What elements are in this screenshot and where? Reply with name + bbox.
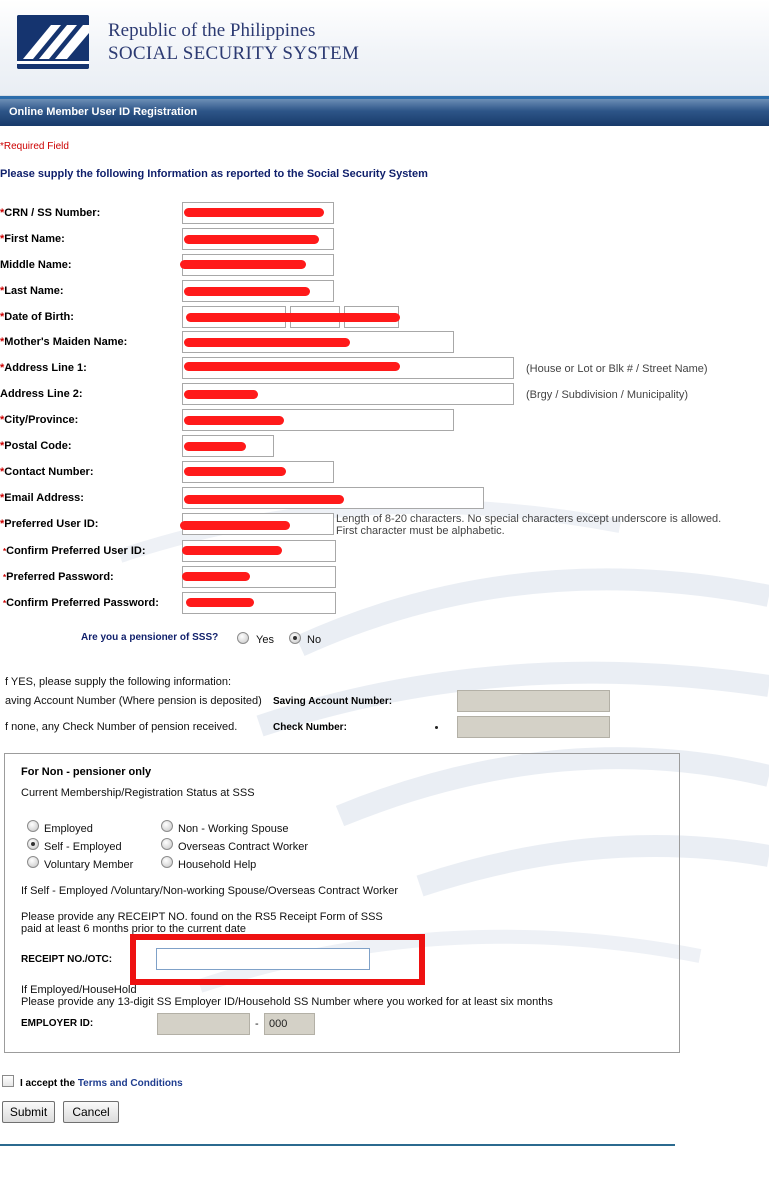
redaction-mark [184, 338, 350, 347]
redaction-mark [180, 260, 306, 269]
address1-hint: (House or Lot or Blk # / Street Name) [526, 363, 708, 375]
redaction-mark [184, 208, 324, 217]
employer-id-separator: - [255, 1018, 259, 1030]
redaction-mark [184, 495, 344, 504]
redaction-mark [184, 362, 400, 371]
sss-logo [17, 15, 89, 69]
terms-checkbox[interactable] [2, 1075, 14, 1087]
middle-name-label: Middle Name: [0, 259, 72, 271]
employed-note: If Employed/HouseHold [21, 984, 137, 996]
footer-divider [0, 1144, 675, 1146]
redaction-mark [186, 598, 254, 607]
terms-prefix: I accept the [20, 1078, 76, 1089]
title-bar [0, 96, 769, 126]
confirm-user-id-label: *Confirm Preferred User ID: [3, 545, 146, 557]
address1-label: *Address Line 1: [0, 362, 87, 374]
redaction-mark [184, 287, 310, 296]
address2-hint: (Brgy / Subdivision / Municipality) [526, 389, 689, 401]
receipt-note-2: paid at least 6 months prior to the current date [21, 923, 247, 935]
redaction-mark [182, 572, 250, 581]
pensioner-no-radio[interactable] [289, 632, 301, 644]
status-household-radio[interactable] [161, 856, 173, 868]
pensioner-no-label: No [307, 634, 322, 646]
status-self-employed-label: Self - Employed [44, 841, 122, 853]
city-label: *City/Province: [0, 414, 79, 426]
membership-status-label: Current Membership/Registration Status at SSS [21, 787, 255, 799]
cancel-button[interactable]: Cancel [63, 1101, 119, 1123]
status-voluntary-radio[interactable] [27, 856, 39, 868]
non-pensioner-title: For Non - pensioner only [21, 766, 152, 778]
self-employed-note: If Self - Employed /Voluntary/Non-working Spouse/Overseas Contract Worker [21, 885, 399, 897]
bullet-dot [435, 726, 438, 729]
user-id-hint: Length of 8-20 characters. No special characters except underscore is allowed. [336, 513, 722, 525]
org-line2: SOCIAL SECURITY SYSTEM [108, 43, 360, 64]
user-id-label: *Preferred User ID: [0, 518, 99, 530]
confirm-password-label: *Confirm Preferred Password: [3, 597, 159, 609]
employed-note-2: Please provide any 13-digit SS Employer ID/Household SS Number where you worked for at least six months [21, 996, 553, 1008]
address2-label: Address Line 2: [0, 388, 83, 400]
employer-id-suffix-input[interactable] [264, 1013, 315, 1035]
redaction-mark [184, 416, 284, 425]
org-line1: Republic of the Philippines [108, 20, 316, 41]
redaction-mark [186, 313, 400, 322]
first-name-label: *First Name: [0, 233, 65, 245]
page-title: Online Member User ID Registration [9, 106, 198, 118]
status-employed-radio[interactable] [27, 820, 39, 832]
redaction-mark [184, 235, 319, 244]
status-voluntary-label: Voluntary Member [44, 859, 134, 871]
password-label: *Preferred Password: [3, 571, 114, 583]
pensioner-yes-radio[interactable] [237, 632, 249, 644]
employer-id-input[interactable] [157, 1013, 250, 1035]
saving-account-input[interactable] [457, 690, 610, 712]
redaction-mark [184, 467, 286, 476]
check-number-desc: f none, any Check Number of pension received. [5, 721, 238, 733]
employer-id-suffix-value: 000 [269, 1018, 288, 1030]
receipt-note: Please provide any RECEIPT NO. found on the RS5 Receipt Form of SSS [21, 911, 383, 923]
check-number-label: Check Number: [273, 722, 347, 733]
status-household-label: Household Help [178, 859, 257, 871]
user-id-hint-2: First character must be alphabetic. [336, 525, 505, 537]
highlight-box [130, 934, 425, 985]
if-yes-note: f YES, please supply the following information: [5, 676, 232, 688]
form-instruction: Please supply the following Information as reported to the Social Security System [0, 168, 428, 180]
contact-label: *Contact Number: [0, 466, 94, 478]
saving-account-label: Saving Account Number: [273, 696, 393, 707]
last-name-label: *Last Name: [0, 285, 64, 297]
terms-link[interactable]: Terms and Conditions [77, 1078, 183, 1089]
status-self-employed-radio[interactable] [27, 838, 39, 850]
redaction-mark [184, 442, 246, 451]
employer-id-label: EMPLOYER ID: [21, 1018, 94, 1029]
postal-label: *Postal Code: [0, 440, 72, 452]
receipt-label: RECEIPT NO./OTC: [21, 954, 113, 965]
required-field-note: *Required Field [0, 141, 69, 152]
status-nonworking-spouse-label: Non - Working Spouse [178, 823, 289, 835]
terms-label [20, 1078, 183, 1089]
check-number-input[interactable] [457, 716, 610, 738]
pensioner-question: Are you a pensioner of SSS? [81, 632, 219, 643]
status-ocw-radio[interactable] [161, 838, 173, 850]
mothers-maiden-label: *Mother's Maiden Name: [0, 336, 128, 348]
redaction-mark [180, 521, 290, 530]
crn-label: *CRN / SS Number: [0, 207, 101, 219]
email-label: *Email Address: [0, 492, 84, 504]
redaction-mark [184, 390, 258, 399]
status-ocw-label: Overseas Contract Worker [178, 841, 309, 853]
submit-button[interactable]: Submit [2, 1101, 55, 1123]
saving-account-desc: aving Account Number (Where pension is deposited) [5, 695, 262, 707]
pensioner-yes-label: Yes [256, 634, 274, 646]
page-header [0, 0, 769, 96]
dob-label: *Date of Birth: [0, 311, 74, 323]
status-employed-label: Employed [44, 823, 93, 835]
redaction-mark [182, 546, 282, 555]
status-nonworking-spouse-radio[interactable] [161, 820, 173, 832]
